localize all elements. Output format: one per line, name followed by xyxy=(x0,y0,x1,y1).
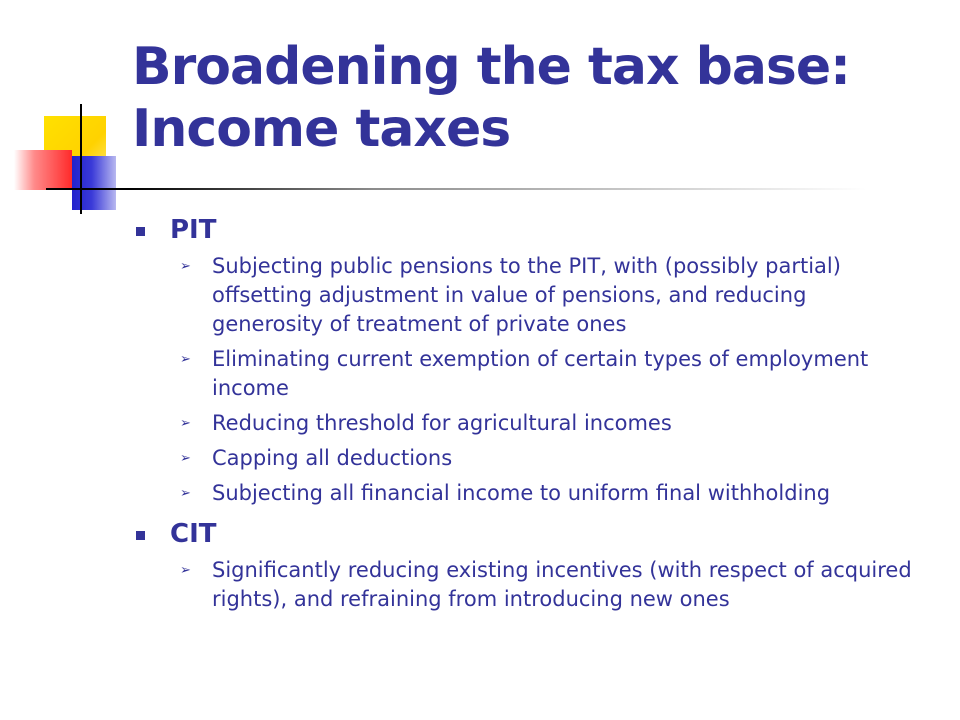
list-item xyxy=(132,479,922,508)
list-item-text: Significantly reducing existing incentives (with respect of acquired rights), and refraining from introducing new ones xyxy=(212,558,912,611)
section-heading-label: CIT xyxy=(170,519,217,549)
arrowhead-bullet-icon: ➢ xyxy=(180,451,191,466)
blue-square-decoration xyxy=(72,156,116,210)
list-item xyxy=(132,409,922,438)
slide-body xyxy=(132,214,922,624)
arrowhead-bullet-icon: ➢ xyxy=(180,416,191,431)
section-heading-label: PIT xyxy=(170,215,217,245)
title-underline xyxy=(46,188,866,190)
section-heading-cit xyxy=(132,518,922,550)
list-item-text: Subjecting all financial income to uniform final withholding xyxy=(212,481,831,505)
vertical-rule xyxy=(80,104,82,214)
title-line-1: Broadening the tax base: xyxy=(132,37,850,97)
list-item xyxy=(132,345,922,403)
red-square-decoration xyxy=(14,150,72,190)
square-bullet-icon xyxy=(136,227,145,236)
section-heading-pit xyxy=(132,214,922,246)
list-item-text: Subjecting public pensions to the PIT, with (possibly partial) offsetting adjustment in value of pensions, and reducing generosity of treatment of private ones xyxy=(212,254,841,336)
list-item xyxy=(132,444,922,473)
slide-title xyxy=(132,36,932,160)
pit-item-list xyxy=(132,252,922,508)
list-item-text: Reducing threshold for agricultural incomes xyxy=(212,411,672,435)
list-item-text: Capping all deductions xyxy=(212,446,453,470)
list-item xyxy=(132,252,922,339)
square-bullet-icon xyxy=(136,531,145,540)
title-line-2: Income taxes xyxy=(132,99,511,159)
arrowhead-bullet-icon: ➢ xyxy=(180,563,191,578)
arrowhead-bullet-icon: ➢ xyxy=(180,486,191,501)
arrowhead-bullet-icon: ➢ xyxy=(180,352,191,367)
cit-item-list xyxy=(132,556,922,614)
list-item-text: Eliminating current exemption of certain types of employment income xyxy=(212,347,869,400)
arrowhead-bullet-icon: ➢ xyxy=(180,259,191,274)
list-item xyxy=(132,556,922,614)
